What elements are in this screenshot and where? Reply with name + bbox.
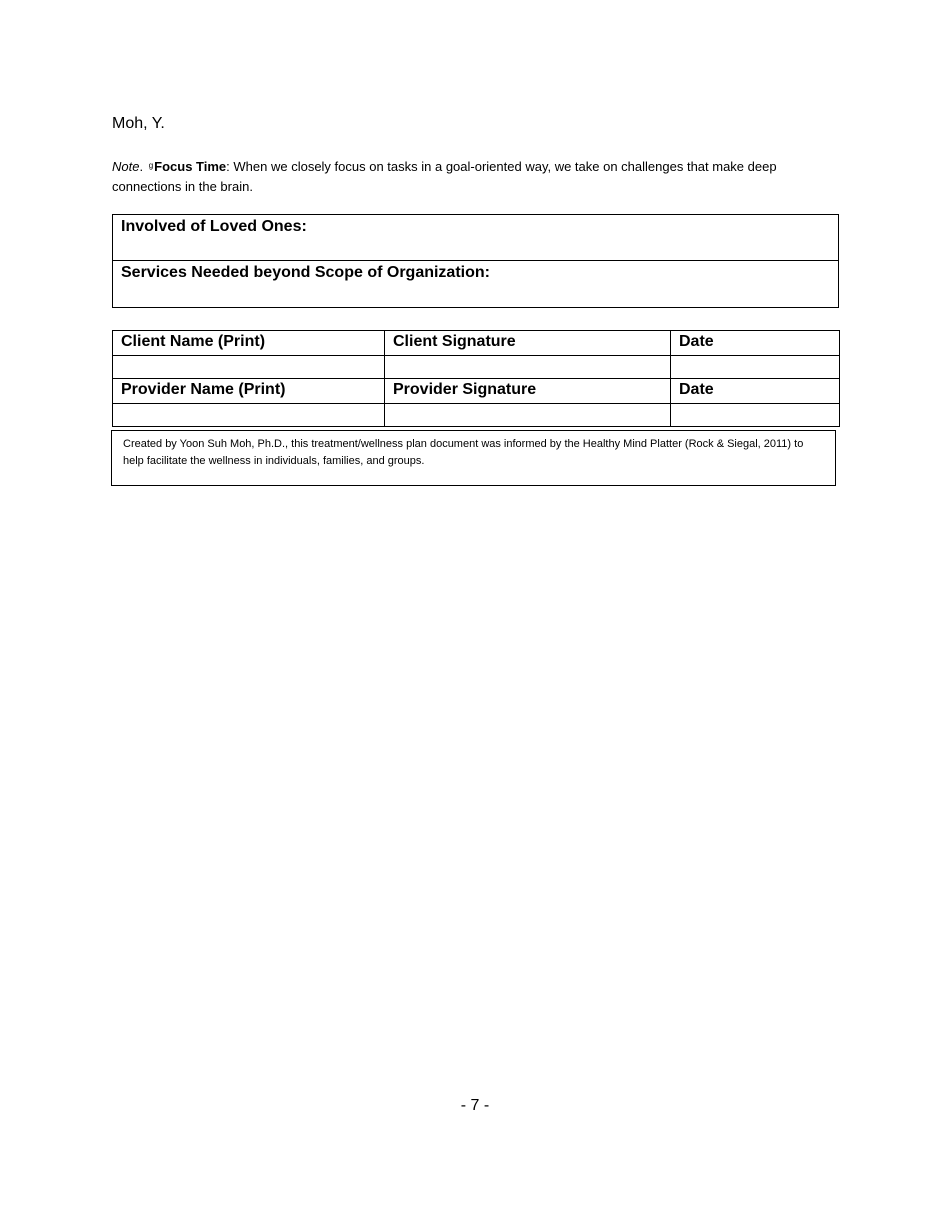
client-name-label: Client Name (Print) xyxy=(113,331,385,356)
client-label-row xyxy=(113,331,840,356)
client-name-field[interactable] xyxy=(113,356,385,379)
loved-ones-section xyxy=(112,214,839,308)
client-signature-label: Client Signature xyxy=(385,331,671,356)
provider-label-row xyxy=(113,379,840,404)
focus-time-note xyxy=(112,156,842,197)
note-label: Note xyxy=(112,159,140,174)
services-needed-label: Services Needed beyond Scope of Organization: xyxy=(121,264,490,281)
credit-box xyxy=(111,430,836,486)
page-number: - 7 - xyxy=(460,1097,490,1114)
note-marker: g xyxy=(148,161,154,170)
note-separator: . xyxy=(139,159,147,174)
credit-text: Created by Yoon Suh Moh, Ph.D., this treatment/wellness plan document was informed by the Healthy Mind Platter (Rock & Siegal, 2011) to help facilitate the wellness in individuals, families, and groups. xyxy=(123,438,804,467)
provider-date-field[interactable] xyxy=(671,404,840,427)
provider-name-field[interactable] xyxy=(113,404,385,427)
involved-loved-ones-label: Involved of Loved Ones: xyxy=(121,218,307,235)
provider-entry-row xyxy=(113,404,840,427)
provider-date-label: Date xyxy=(671,379,840,404)
client-date-field[interactable] xyxy=(671,356,840,379)
provider-signature-field[interactable] xyxy=(385,404,671,427)
running-header-author: Moh, Y. xyxy=(112,115,165,132)
signature-table xyxy=(112,330,840,427)
services-needed-field[interactable] xyxy=(113,261,838,307)
provider-signature-label: Provider Signature xyxy=(385,379,671,404)
client-entry-row xyxy=(113,356,840,379)
provider-name-label: Provider Name (Print) xyxy=(113,379,385,404)
note-term: Focus Time xyxy=(154,159,227,174)
client-date-label: Date xyxy=(671,331,840,356)
client-signature-field[interactable] xyxy=(385,356,671,379)
note-text: : When we closely focus on tasks in a goal-oriented way, we take on challenges that make deep connections in the brain. xyxy=(112,159,777,194)
involved-loved-ones-field[interactable] xyxy=(113,215,838,261)
